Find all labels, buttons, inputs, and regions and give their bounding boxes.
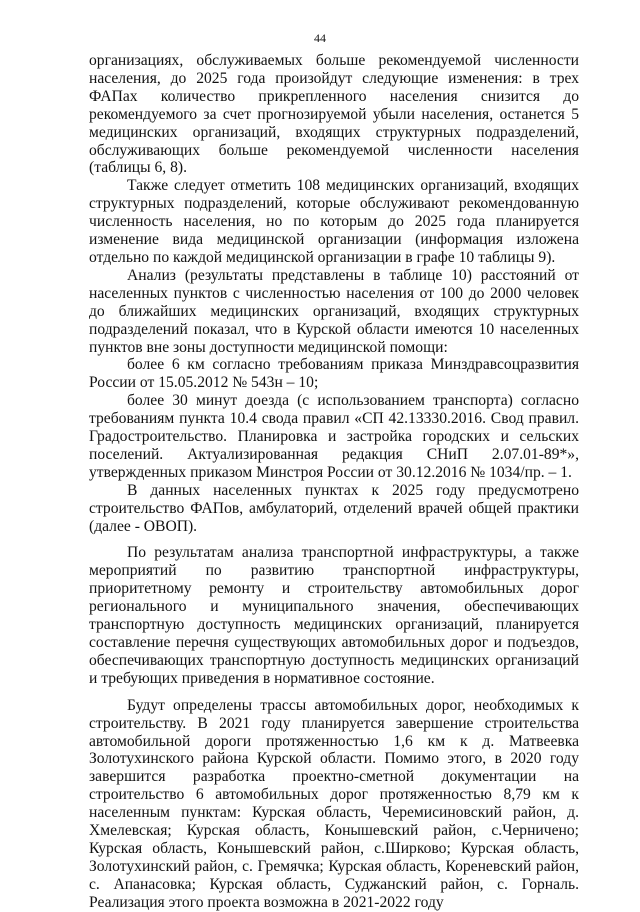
- paragraph: более 6 км согласно требованиям приказа Минздравсоцразвития России от 15.05.2012 № 543н – 10;: [89, 356, 579, 392]
- paragraph: Анализ (результаты представлены в таблице 10) расстояний от населенных пунктов с численностью населения от 100 до 2000 человек до ближайших медицинских организаций, входящих структурных подразделений показал, что в Курской области имеются 10 населенных пунктов вне зоны доступности медицинской помощи:: [89, 266, 579, 356]
- body-text: [89, 52, 579, 912]
- paragraph: По результатам анализа транспортной инфраструктуры, а также мероприятий по развитию транспортной инфраструктуры, приоритетному ремонту и строительству автомобильных дорог регионального и муниципального значения, обеспечивающих транспортную доступность медицинских организаций, планируется составление перечня существующих автомобильных дорог и подъездов, обеспечивающих транспортную доступность медицинских организаций и требующих приведения в нормативное состояние.: [89, 544, 579, 687]
- page-number: 44: [314, 31, 326, 45]
- paragraph: Также следует отметить 108 медицинских организаций, входящих структурных подразделений, которые обслуживают рекомендованную численность населения, но по которым до 2025 года планируется изменение вида медицинской организации (информация изложена отдельно по каждой медицинской организации в графе 10 таблицы 9).: [89, 177, 579, 266]
- paragraph: В данных населенных пунктах к 2025 году предусмотрено строительство ФАПов, амбулаторий, отделений врачей общей практики (далее - ОВОП).: [89, 481, 579, 535]
- paragraph: организациях, обслуживаемых больше рекомендуемой численности населения, до 2025 года произойдут следующие изменения: в трех ФАПах количество прикрепленного населения снизится до рекомендуемого за счет прогнозируемой убыли населения, останется 5 медицинских организаций, входящих структурных подразделений, обслуживающих больше рекомендуемой численности населения (таблицы 6, 8).: [89, 52, 579, 177]
- paragraph: Будут определены трассы автомобильных дорог, необходимых к строительству. В 2021 году планируется завершение строительства автомобильной дороги протяженностью 1,6 км к д. Матвеевка Золотухинского района Курской области. Помимо этого, в 2020 году завершится разработка проектно-сметной документации на строительство 6 автомобильных дорог протяженностью 8,79 км к населенным пунктам: Курская область, Черемисиновский район, д. Хмелевская; Курская область, Конышевский район, с.Черничено; Курская область, Конышевский район, с.Ширково; Курская область, Золотухинский район, с. Гремячка; Курская область, Кореневский район, с. Апанасовка; Курская область, Суджанский район, с. Горналь. Реализация этого проекта возможна в 2021-2022 году: [89, 696, 579, 911]
- paragraph: более 30 минут доезда (с использованием транспорта) согласно требованиям пункта 10.4 свода правил «СП 42.13330.2016. Свод правил. Градостроительство. Планировка и застройка городских и сельских поселений. Актуализированная редакция СНиП 2.07.01-89*», утвержденных приказом Минстроя России от 30.12.2016 № 1034/пр. – 1.: [89, 392, 579, 481]
